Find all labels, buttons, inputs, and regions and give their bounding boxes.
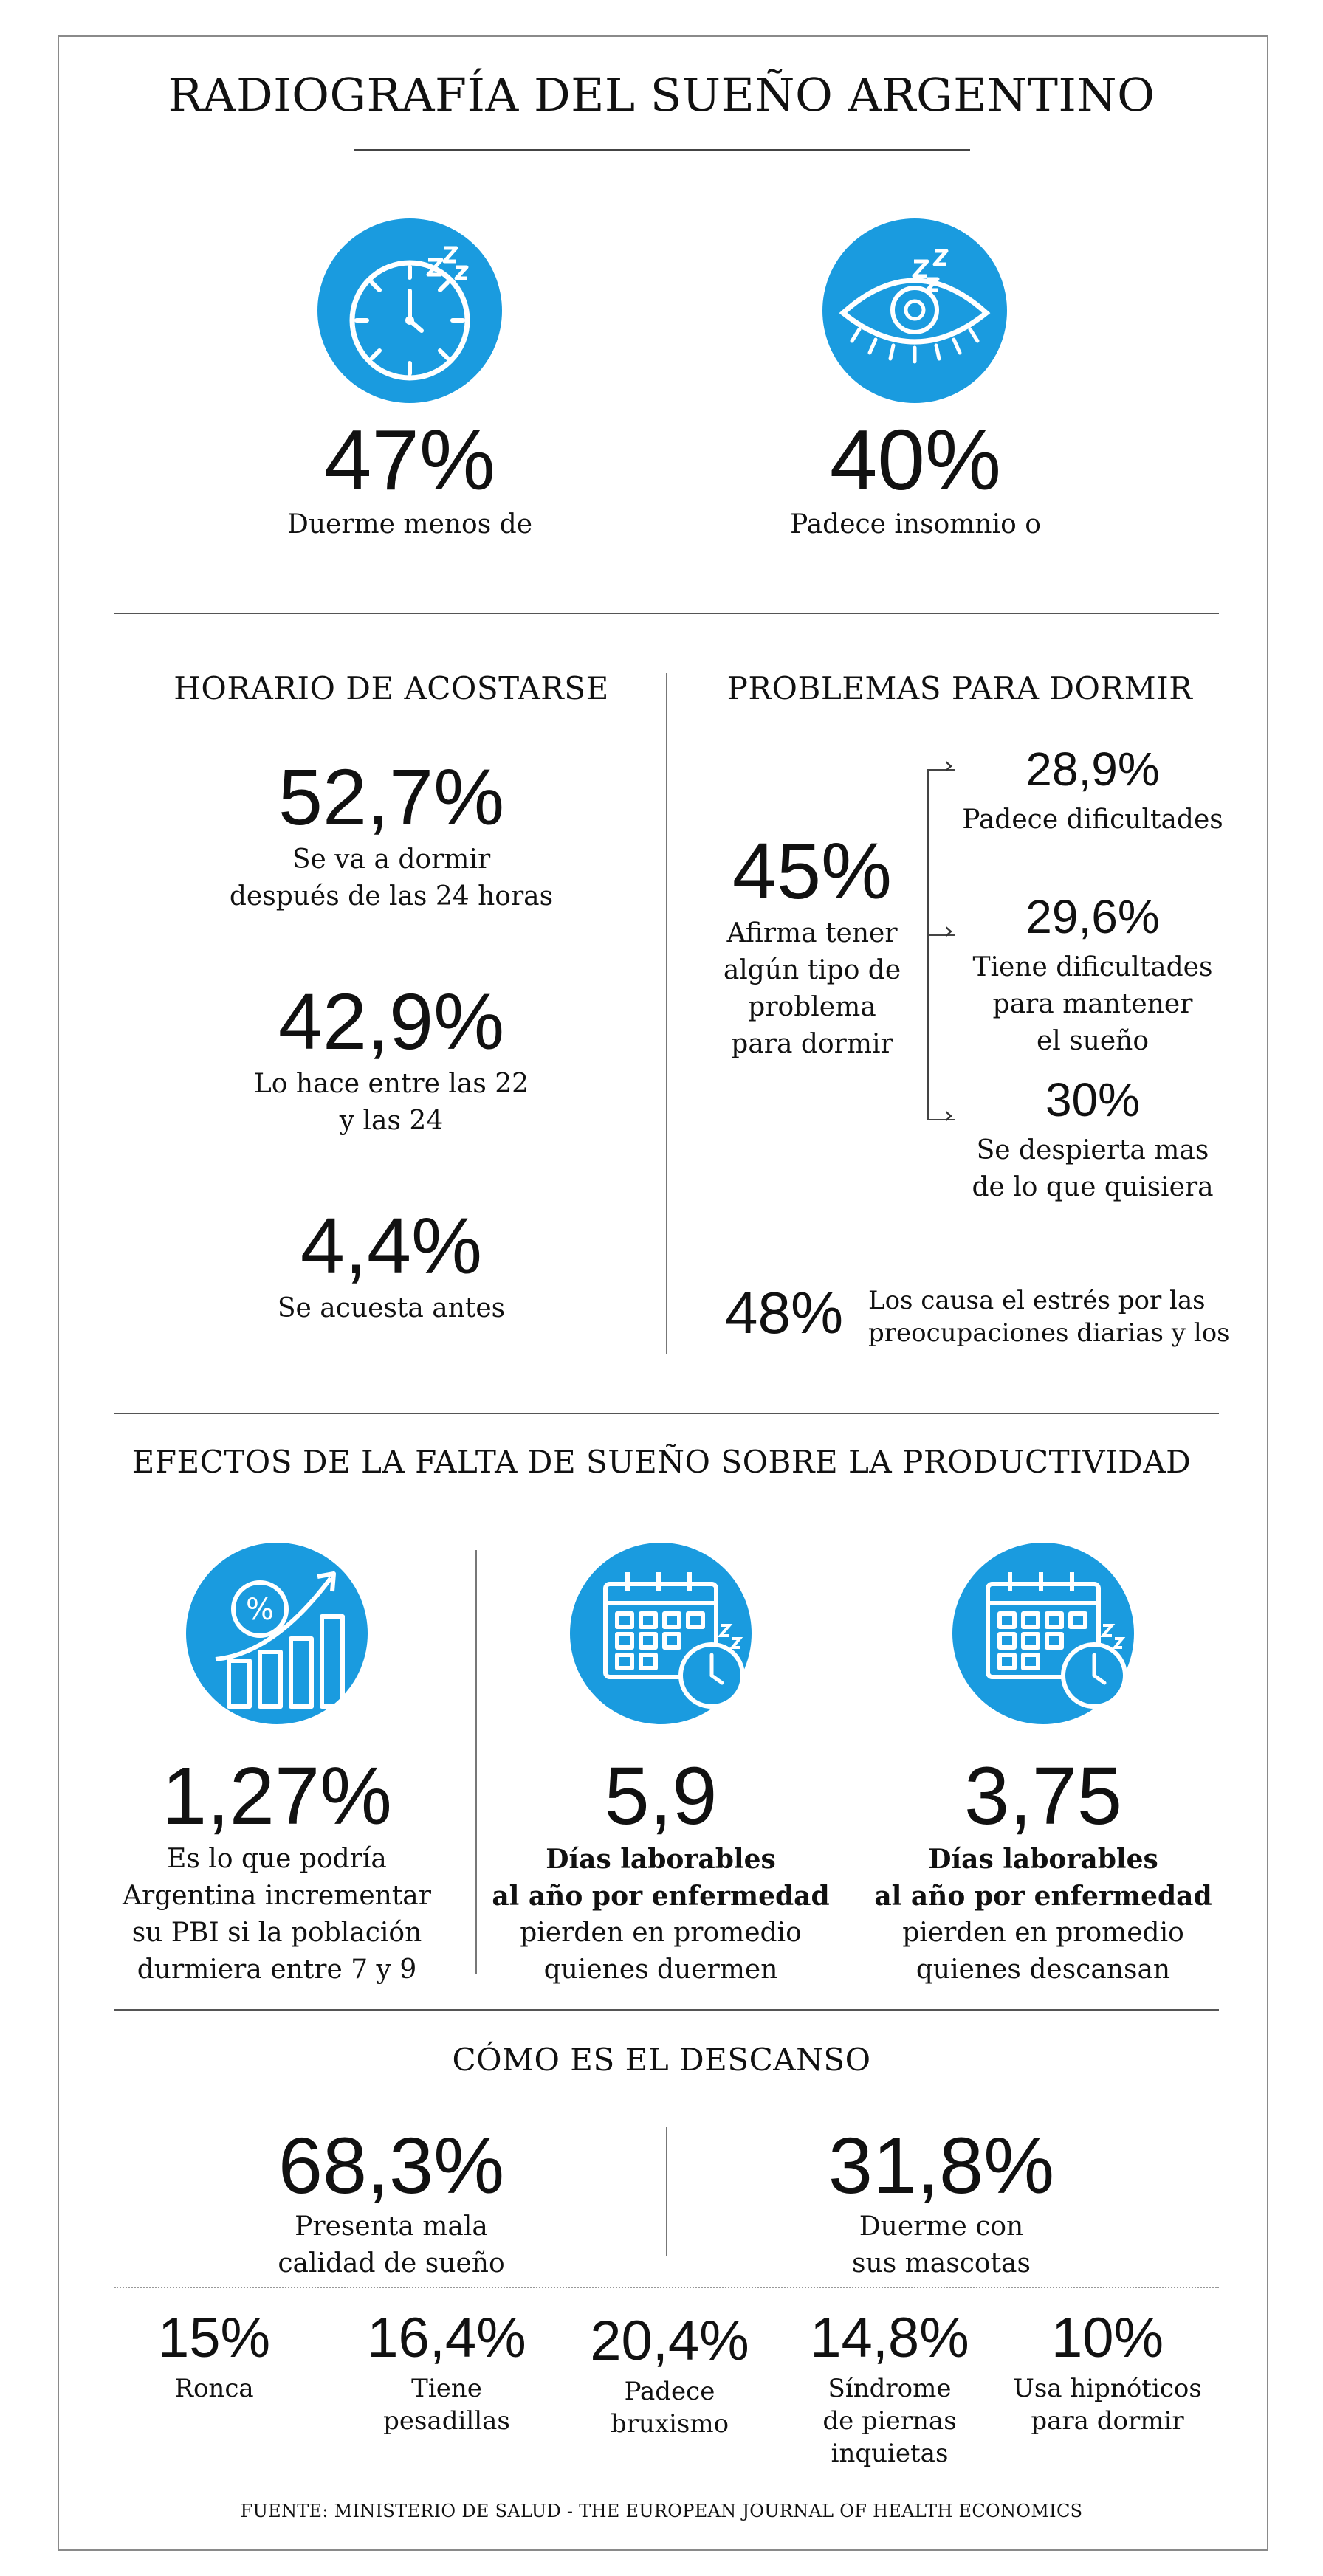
problem-waking-value: 30% xyxy=(1045,1073,1141,1126)
gdp-increase-label-2: Argentina incrementar xyxy=(123,1881,431,1911)
bruxism-label-2: bruxismo xyxy=(610,2409,729,2439)
branch-connector xyxy=(927,769,929,1120)
problem-waking-label-2: de lo que quisiera xyxy=(972,1172,1214,1202)
problems-main-label-2: algún tipo de xyxy=(723,955,901,985)
sick-days-rest-bold-1: Días laborables xyxy=(928,1844,1158,1875)
poor-quality-label-1: Presenta mala xyxy=(295,2211,488,2242)
sick-days-rest-label-1: pierden en promedio xyxy=(902,1918,1184,1948)
restless-legs-label-2: de piernas xyxy=(822,2406,957,2436)
svg-text:%: % xyxy=(245,1593,275,1627)
growth-chart-icon xyxy=(186,1543,368,1724)
section-divider-1 xyxy=(114,613,1219,614)
poor-quality-label-2: calidad de sueño xyxy=(278,2248,505,2279)
title-divider xyxy=(354,149,970,151)
nightmares-label-2: pesadillas xyxy=(383,2406,510,2436)
bedtime-22-24-label-1: Lo hace entre las 22 xyxy=(253,1069,529,1099)
bedtime-22-24-value: 42,9% xyxy=(278,977,505,1066)
section-divider-2 xyxy=(114,1413,1219,1414)
sick-days-short-sleep-label-1: pierden en promedio xyxy=(520,1918,802,1948)
eye-sleep-icon xyxy=(822,218,1007,403)
problem-staying-asleep-value: 29,6% xyxy=(1025,890,1160,943)
stress-cause-label-1: Los causa el estrés por las xyxy=(868,1286,1206,1315)
bedtime-heading: HORARIO DE ACOSTARSE xyxy=(173,670,609,706)
sleep-duration-value: 47% xyxy=(323,412,496,508)
bedtime-before-label: Se acuesta antes xyxy=(277,1293,506,1323)
problems-main-label-3: problema xyxy=(748,992,876,1022)
insomnia-label: Padece insomnio o xyxy=(790,509,1041,540)
bedtime-22-24-label-2: y las 24 xyxy=(339,1106,444,1136)
stress-cause-value: 48% xyxy=(725,1280,844,1346)
restless-legs-label-3: inquietas xyxy=(831,2439,949,2468)
arrow-right-icon: › xyxy=(944,916,954,946)
bedtime-after-24-label-1: Se va a dormir xyxy=(292,844,491,875)
arrow-right-icon: › xyxy=(944,1101,954,1130)
poor-quality-value: 68,3% xyxy=(278,2121,505,2210)
problem-falling-asleep-label: Padece dificultades xyxy=(962,805,1223,835)
problem-staying-asleep-label-3: el sueño xyxy=(1036,1026,1150,1056)
section-divider-3 xyxy=(114,2009,1219,2011)
arrow-right-icon: › xyxy=(944,751,954,780)
bruxism-label-1: Padece xyxy=(624,2377,715,2406)
calendar-clock-icon xyxy=(952,1543,1134,1724)
productivity-heading: EFECTOS DE LA FALTA DE SUEÑO SOBRE LA PRODUCTIVIDAD xyxy=(131,1444,1192,1480)
section-vertical-divider-3 xyxy=(666,2127,667,2256)
sick-days-short-sleep-bold-1: Días laborables xyxy=(546,1844,776,1875)
restless-legs-value: 14,8% xyxy=(810,2307,969,2369)
sick-days-short-sleep-bold-2: al año por enfermedad xyxy=(492,1881,830,1912)
problems-main-value: 45% xyxy=(732,826,893,915)
sick-days-short-sleep-value: 5,9 xyxy=(604,1751,718,1842)
gdp-increase-label-4: durmiera entre 7 y 9 xyxy=(137,1955,417,1985)
sick-days-short-sleep-label-2: quienes duermen xyxy=(543,1955,778,1985)
snoring-value: 15% xyxy=(157,2307,271,2369)
snoring-label: Ronca xyxy=(174,2374,254,2403)
bruxism-value: 20,4% xyxy=(590,2310,749,2372)
sick-days-rest-value: 3,75 xyxy=(963,1751,1123,1842)
problem-waking-label-1: Se despierta mas xyxy=(976,1135,1209,1165)
nightmares-value: 16,4% xyxy=(367,2307,526,2369)
problems-heading: PROBLEMAS PARA DORMIR xyxy=(726,670,1193,706)
hypnotics-label-1: Usa hipnóticos xyxy=(1013,2374,1202,2403)
rest-heading: CÓMO ES EL DESCANSO xyxy=(452,2042,871,2078)
restless-legs-label-1: Síndrome xyxy=(828,2374,952,2403)
section-vertical-divider-1 xyxy=(666,673,667,1354)
gdp-increase-label-1: Es lo que podría xyxy=(167,1844,387,1874)
bedtime-before-value: 4,4% xyxy=(300,1201,483,1290)
problems-main-label-4: para dormir xyxy=(731,1029,893,1059)
problem-falling-asleep-value: 28,9% xyxy=(1025,743,1160,796)
bedtime-after-24-label-2: después de las 24 horas xyxy=(229,881,554,912)
problem-staying-asleep-label-1: Tiene dificultades xyxy=(972,952,1213,982)
hypnotics-label-2: para dormir xyxy=(1031,2406,1184,2436)
clock-sleep-icon xyxy=(317,218,502,403)
dotted-divider xyxy=(114,2287,1219,2288)
section-vertical-divider-2 xyxy=(475,1550,477,1974)
sick-days-rest-label-2: quienes descansan xyxy=(915,1955,1171,1985)
page-title: RADIOGRAFÍA DEL SUEÑO ARGENTINO xyxy=(168,68,1155,122)
nightmares-label-1: Tiene xyxy=(411,2374,482,2403)
sleep-duration-label: Duerme menos de xyxy=(286,509,532,540)
source-note: FUENTE: MINISTERIO DE SALUD - THE EUROPEAN JOURNAL OF HEALTH ECONOMICS xyxy=(240,2501,1083,2521)
pets-value: 31,8% xyxy=(828,2121,1055,2210)
insomnia-value: 40% xyxy=(829,412,1002,508)
bedtime-after-24-value: 52,7% xyxy=(278,752,505,841)
hypnotics-value: 10% xyxy=(1051,2307,1164,2369)
pets-label-1: Duerme con xyxy=(859,2211,1024,2242)
gdp-increase-label-3: su PBI si la población xyxy=(131,1918,422,1948)
sick-days-rest-bold-2: al año por enfermedad xyxy=(874,1881,1212,1912)
stress-cause-label-2: preocupaciones diarias y los xyxy=(868,1318,1230,1348)
calendar-clock-icon xyxy=(570,1543,752,1724)
problems-main-label-1: Afirma tener xyxy=(726,918,898,948)
problem-staying-asleep-label-2: para mantener xyxy=(992,989,1193,1019)
pets-label-2: sus mascotas xyxy=(852,2248,1031,2279)
gdp-increase-value: 1,27% xyxy=(162,1751,392,1842)
